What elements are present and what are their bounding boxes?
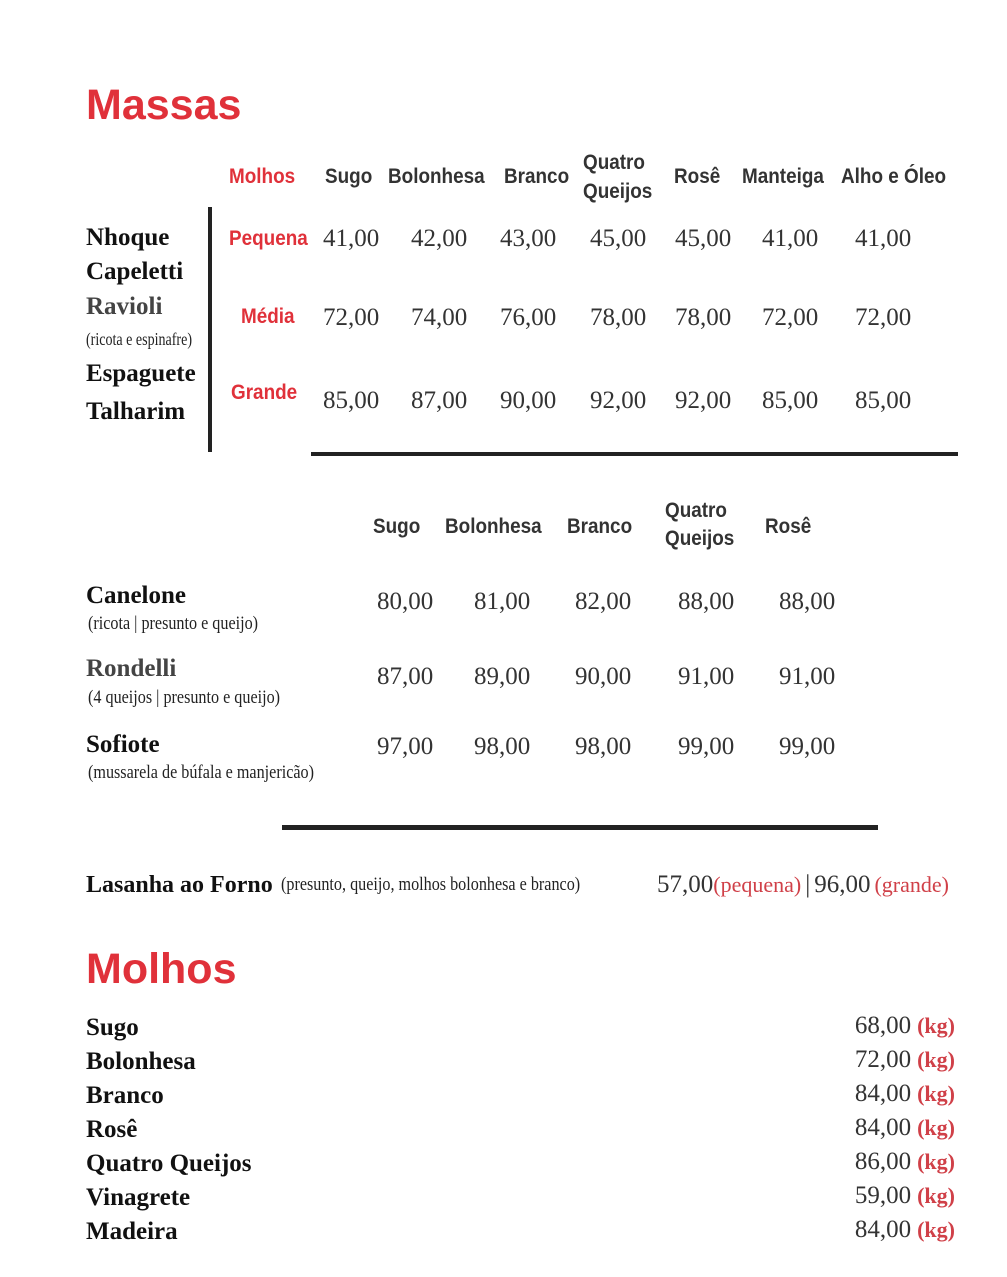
lasanha-label-large: (grande) bbox=[874, 872, 949, 897]
table2-bottom-rule bbox=[282, 825, 878, 830]
price-cell: 41,00 bbox=[855, 225, 912, 252]
molho-name: Vinagrete bbox=[86, 1184, 191, 1211]
price-cell: 92,00 bbox=[590, 387, 647, 414]
item-canelone: Canelone bbox=[86, 582, 186, 609]
price-cell: 85,00 bbox=[323, 387, 380, 414]
molho-price bbox=[855, 1013, 955, 1038]
molho-name: Sugo bbox=[86, 1014, 139, 1041]
molho-price bbox=[855, 1217, 955, 1242]
price-value: 59,00 bbox=[854, 1182, 912, 1209]
molhos-title: Molhos bbox=[86, 945, 237, 993]
lasanha-price-large: 96,00 bbox=[814, 871, 871, 898]
price-value: 86,00 bbox=[854, 1148, 912, 1175]
price-cell: 87,00 bbox=[377, 663, 434, 690]
lasanha-prices bbox=[657, 872, 949, 897]
price-value: 84,00 bbox=[854, 1080, 912, 1107]
molho-price bbox=[855, 1047, 955, 1072]
price-cell: 85,00 bbox=[762, 387, 819, 414]
price-cell: 81,00 bbox=[474, 588, 531, 615]
header-rose: Rosê bbox=[674, 165, 721, 188]
item-rondelli-desc: (4 queijos | presunto e queijo) bbox=[88, 687, 281, 708]
price-cell: 72,00 bbox=[323, 304, 380, 331]
price-cell: 43,00 bbox=[500, 225, 557, 252]
lasanha-label-small: (pequena) bbox=[713, 872, 802, 897]
molho-name: Quatro Queijos bbox=[86, 1150, 252, 1177]
price-cell: 90,00 bbox=[500, 387, 557, 414]
molho-price bbox=[855, 1081, 955, 1106]
unit-label: (kg) bbox=[917, 1047, 955, 1072]
unit-label: (kg) bbox=[917, 1183, 955, 1208]
table1-bottom-rule bbox=[311, 452, 958, 456]
header-branco: Branco bbox=[567, 515, 633, 538]
price-cell: 88,00 bbox=[779, 588, 836, 615]
price-cell: 41,00 bbox=[762, 225, 819, 252]
price-cell: 76,00 bbox=[500, 304, 557, 331]
vertical-divider bbox=[208, 207, 212, 452]
header-branco: Branco bbox=[504, 165, 570, 188]
item-capeletti: Capeletti bbox=[86, 258, 184, 285]
molho-name: Rosê bbox=[86, 1116, 138, 1143]
price-cell: 78,00 bbox=[590, 304, 647, 331]
molho-price bbox=[855, 1115, 955, 1140]
item-ravioli-desc: (ricota e espinafre) bbox=[86, 329, 193, 349]
unit-label: (kg) bbox=[917, 1081, 955, 1106]
header-manteiga: Manteiga bbox=[742, 165, 824, 188]
price-cell: 88,00 bbox=[678, 588, 735, 615]
header-alho-oleo: Alho e Óleo bbox=[841, 165, 947, 188]
lasanha-name: Lasanha ao Forno bbox=[86, 872, 273, 898]
molho-name: Madeira bbox=[86, 1218, 178, 1245]
header-quatro: Quatro bbox=[583, 151, 645, 174]
item-ravioli: Ravioli bbox=[86, 293, 163, 320]
price-cell: 80,00 bbox=[377, 588, 434, 615]
header-bolonhesa: Bolonhesa bbox=[388, 165, 485, 188]
price-value: 84,00 bbox=[854, 1114, 912, 1141]
price-cell: 97,00 bbox=[377, 733, 434, 760]
molhos-header: Molhos bbox=[229, 165, 296, 188]
price-value: 68,00 bbox=[854, 1012, 912, 1039]
price-cell: 74,00 bbox=[411, 304, 468, 331]
massas-title: Massas bbox=[86, 81, 242, 129]
separator: | bbox=[805, 871, 811, 898]
price-cell: 98,00 bbox=[474, 733, 531, 760]
molho-price bbox=[855, 1149, 955, 1174]
lasanha-desc: (presunto, queijo, molhos bolonhesa e branco) bbox=[281, 874, 581, 895]
price-cell: 72,00 bbox=[855, 304, 912, 331]
unit-label: (kg) bbox=[917, 1149, 955, 1174]
price-cell: 78,00 bbox=[675, 304, 732, 331]
price-cell: 91,00 bbox=[779, 663, 836, 690]
header-queijos: Queijos bbox=[665, 527, 735, 550]
item-espaguete: Espaguete bbox=[86, 360, 196, 387]
price-cell: 42,00 bbox=[411, 225, 468, 252]
price-cell: 41,00 bbox=[323, 225, 380, 252]
price-cell: 91,00 bbox=[678, 663, 735, 690]
price-cell: 90,00 bbox=[575, 663, 632, 690]
header-bolonhesa: Bolonhesa bbox=[445, 515, 542, 538]
molho-name: Branco bbox=[86, 1082, 164, 1109]
price-cell: 82,00 bbox=[575, 588, 632, 615]
item-rondelli: Rondelli bbox=[86, 655, 177, 682]
header-sugo: Sugo bbox=[373, 515, 421, 538]
unit-label: (kg) bbox=[917, 1217, 955, 1242]
header-quatro: Quatro bbox=[665, 499, 727, 522]
price-cell: 72,00 bbox=[762, 304, 819, 331]
item-nhoque: Nhoque bbox=[86, 224, 170, 251]
price-cell: 85,00 bbox=[855, 387, 912, 414]
item-canelone-desc: (ricota | presunto e queijo) bbox=[88, 613, 259, 634]
price-value: 84,00 bbox=[854, 1216, 912, 1243]
item-sofiote: Sofiote bbox=[86, 731, 160, 758]
price-value: 72,00 bbox=[854, 1046, 912, 1073]
header-sugo: Sugo bbox=[325, 165, 373, 188]
molho-name: Bolonhesa bbox=[86, 1048, 196, 1075]
price-cell: 89,00 bbox=[474, 663, 531, 690]
header-queijos: Queijos bbox=[583, 180, 653, 203]
item-talharim: Talharim bbox=[86, 398, 186, 425]
molho-price bbox=[855, 1183, 955, 1208]
unit-label: (kg) bbox=[917, 1013, 955, 1038]
lasanha-price-small: 57,00 bbox=[657, 871, 714, 898]
price-cell: 87,00 bbox=[411, 387, 468, 414]
size-grande: Grande bbox=[231, 381, 298, 404]
price-cell: 99,00 bbox=[779, 733, 836, 760]
price-cell: 99,00 bbox=[678, 733, 735, 760]
price-cell: 92,00 bbox=[675, 387, 732, 414]
header-rose: Rosê bbox=[765, 515, 812, 538]
price-cell: 45,00 bbox=[590, 225, 647, 252]
size-pequena: Pequena bbox=[229, 227, 308, 250]
price-cell: 45,00 bbox=[675, 225, 732, 252]
price-cell: 98,00 bbox=[575, 733, 632, 760]
item-sofiote-desc: (mussarela de búfala e manjericão) bbox=[88, 762, 314, 783]
unit-label: (kg) bbox=[917, 1115, 955, 1140]
size-media: Média bbox=[241, 305, 295, 328]
